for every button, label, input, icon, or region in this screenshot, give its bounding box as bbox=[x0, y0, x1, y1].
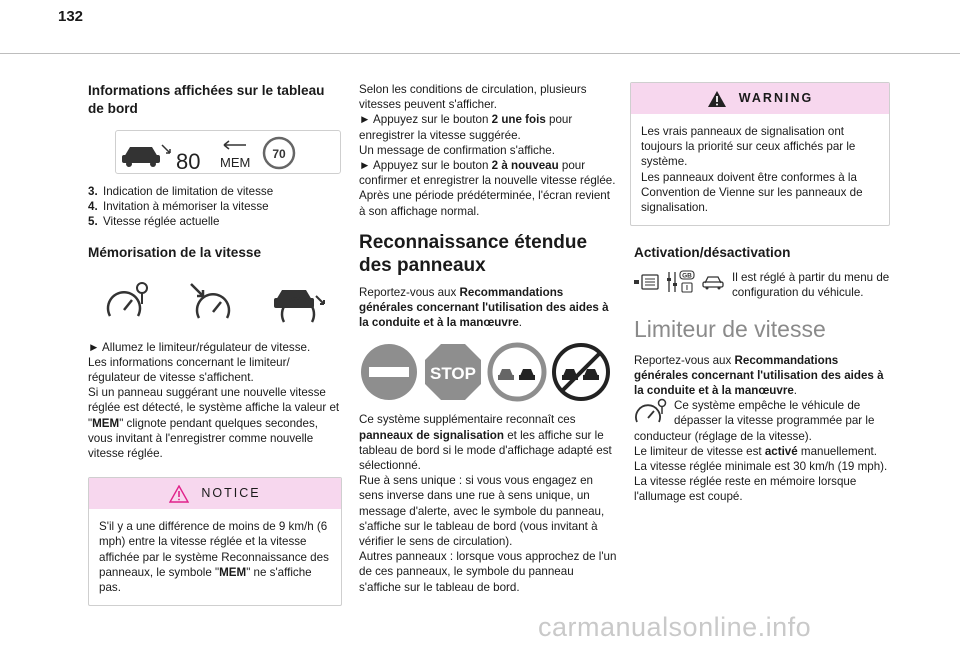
notice-body bbox=[89, 509, 341, 605]
cruise-control-icon bbox=[187, 280, 237, 324]
paragraph: Ce système empêche le véhicule de dépasser la vitesse programmée par le conducteur (réglage de la vitesse). bbox=[634, 399, 875, 443]
section-heading-activation: Activation/désactivation bbox=[634, 245, 791, 261]
warning-text: Les vrais panneaux de signalisation ont toujours la priorité sur ceux affichés par le système. bbox=[641, 125, 856, 169]
paragraph: Un message de confirmation s'affiche. bbox=[359, 143, 555, 157]
warning-box bbox=[630, 82, 890, 226]
mem-label: MEM bbox=[220, 155, 251, 170]
gb-label: GB bbox=[682, 272, 692, 280]
warning-text: Les panneaux doivent être conformes à la Convention de Vienne sur les panneaux de signalisation. bbox=[641, 170, 863, 215]
list-item: 5. Vitesse réglée actuelle bbox=[88, 215, 220, 229]
paragraph: Ce système supplémentaire reconnaît ces panneaux de signalisation et les affiche sur le tableau de bord si le mode d'affichage adapté est sélectionné. bbox=[359, 413, 612, 473]
set-speed-value: 80 bbox=[176, 149, 201, 174]
top-divider bbox=[0, 53, 960, 54]
notice-header bbox=[89, 478, 341, 509]
adaptive-cruise-icon bbox=[270, 280, 326, 324]
section-heading-dashboard-info: Informations affichées sur le tableau de bord bbox=[88, 83, 325, 116]
paragraph: La vitesse réglée reste en mémoire lorsque l'allumage est coupé. bbox=[634, 475, 857, 504]
paragraph: Si un panneau suggérant une nouvelle vitesse réglée est détecté, le système affiche la valeur et "MEM" clignote pendant quelques secondes, vous invitant à l'enregistrer comme nouvelle vitesse réglée. bbox=[88, 386, 340, 461]
speed-limiter-icon bbox=[104, 280, 154, 324]
traffic-signs-row bbox=[359, 342, 617, 402]
list-item: 4. Invitation à mémoriser la vitesse bbox=[88, 200, 269, 214]
dashboard-illustration bbox=[115, 130, 341, 174]
paragraph: Le limiteur de vitesse est activé manuellement. bbox=[634, 444, 877, 458]
section-heading-extended-recognition: Reconnaissance étendue des panneaux bbox=[359, 231, 588, 276]
notice-box bbox=[88, 477, 342, 606]
notice-warning-icon bbox=[169, 485, 189, 503]
warning-body bbox=[631, 114, 889, 225]
speedometer-limiter-icon bbox=[116, 131, 342, 175]
paragraph: Les informations concernant le limiteur/ régulateur de vitesse s'affichent. bbox=[88, 355, 290, 385]
settings-sliders-icon bbox=[666, 270, 696, 294]
notice-text: S'il y a une différence de moins de 9 km/h (6 mph) entre la vitesse réglée et la vitesse affichée par le système Reconnaissance des panneaux, le symbole "MEM" ne s'affiche pas. bbox=[99, 520, 329, 595]
page-number: 132 bbox=[58, 8, 84, 25]
watermark: carmanualsonline.info bbox=[538, 612, 812, 642]
info-label: I bbox=[686, 285, 688, 293]
warning-title: WARNING bbox=[738, 90, 814, 105]
notice-title: NOTICE bbox=[201, 486, 261, 501]
column-right bbox=[634, 82, 890, 505]
paragraph: ► Allumez le limiteur/régulateur de vitesse. bbox=[88, 340, 311, 354]
list-item: 3. Indication de limitation de vitesse bbox=[88, 185, 274, 198]
menu-icons bbox=[634, 270, 724, 294]
limiter-description bbox=[634, 398, 890, 444]
column-middle bbox=[359, 82, 617, 595]
limiter-icons-row bbox=[88, 272, 342, 332]
section-heading-memorisation: Mémorisation de la vitesse bbox=[88, 244, 262, 260]
speed-limiter-icon bbox=[634, 398, 668, 424]
stop-sign-text: STOP bbox=[430, 364, 476, 384]
paragraph: ► Appuyez sur le bouton 2 à nouveau pour confirmer et enregistrer la nouvelle vitesse réglée. bbox=[359, 159, 616, 188]
column-left bbox=[88, 82, 342, 606]
no-entry-sign-icon bbox=[359, 342, 419, 402]
paragraph: Après une période prédéterminée, l'écran revient à son affichage normal. bbox=[359, 189, 610, 218]
stop-sign-icon bbox=[423, 342, 483, 402]
legend-list bbox=[88, 184, 342, 230]
section-title-speed-limiter: Limiteur de vitesse bbox=[634, 315, 826, 342]
paragraph: La vitesse réglée minimale est 30 km/h (19 mph). bbox=[634, 460, 888, 474]
paragraph: ► Appuyez sur le bouton 2 une fois pour enregistrer la vitesse suggérée. bbox=[359, 113, 573, 142]
screen-menu-icon bbox=[634, 273, 660, 291]
warning-triangle-icon bbox=[707, 90, 727, 108]
paragraph: Reportez-vous aux Recommandations générales concernant l'utilisation des aides à la conduite et à la manœuvre. bbox=[359, 285, 609, 330]
activation-text: Il est réglé à partir du menu de configuration du véhicule. bbox=[732, 271, 890, 300]
activation-block bbox=[634, 270, 890, 300]
speed-limit-value: 70 bbox=[272, 147, 286, 161]
end-no-overtaking-sign-icon bbox=[551, 342, 611, 402]
no-overtaking-sign-icon bbox=[487, 342, 547, 402]
paragraph: Rue à sens unique : si vous vous engagez en sens inverse dans une rue à sens unique, un message d'alerte, avec le symbole du panneau, s'affiche sur le tableau de bord (vous invitant à vérifier le sens de circulation). bbox=[359, 474, 605, 549]
car-icon bbox=[702, 274, 724, 290]
paragraph: Reportez-vous aux Recommandations générales concernant l'utilisation des aides à la conduite et à la manœuvre. bbox=[634, 353, 884, 398]
warning-header bbox=[631, 83, 889, 114]
paragraph: Autres panneaux : lorsque vous approchez de l'un de ces panneaux, le symbole du panneau s'affiche sur le tableau de bord. bbox=[359, 550, 617, 594]
paragraph: Selon les conditions de circulation, plusieurs vitesses peuvent s'afficher. bbox=[359, 83, 587, 112]
